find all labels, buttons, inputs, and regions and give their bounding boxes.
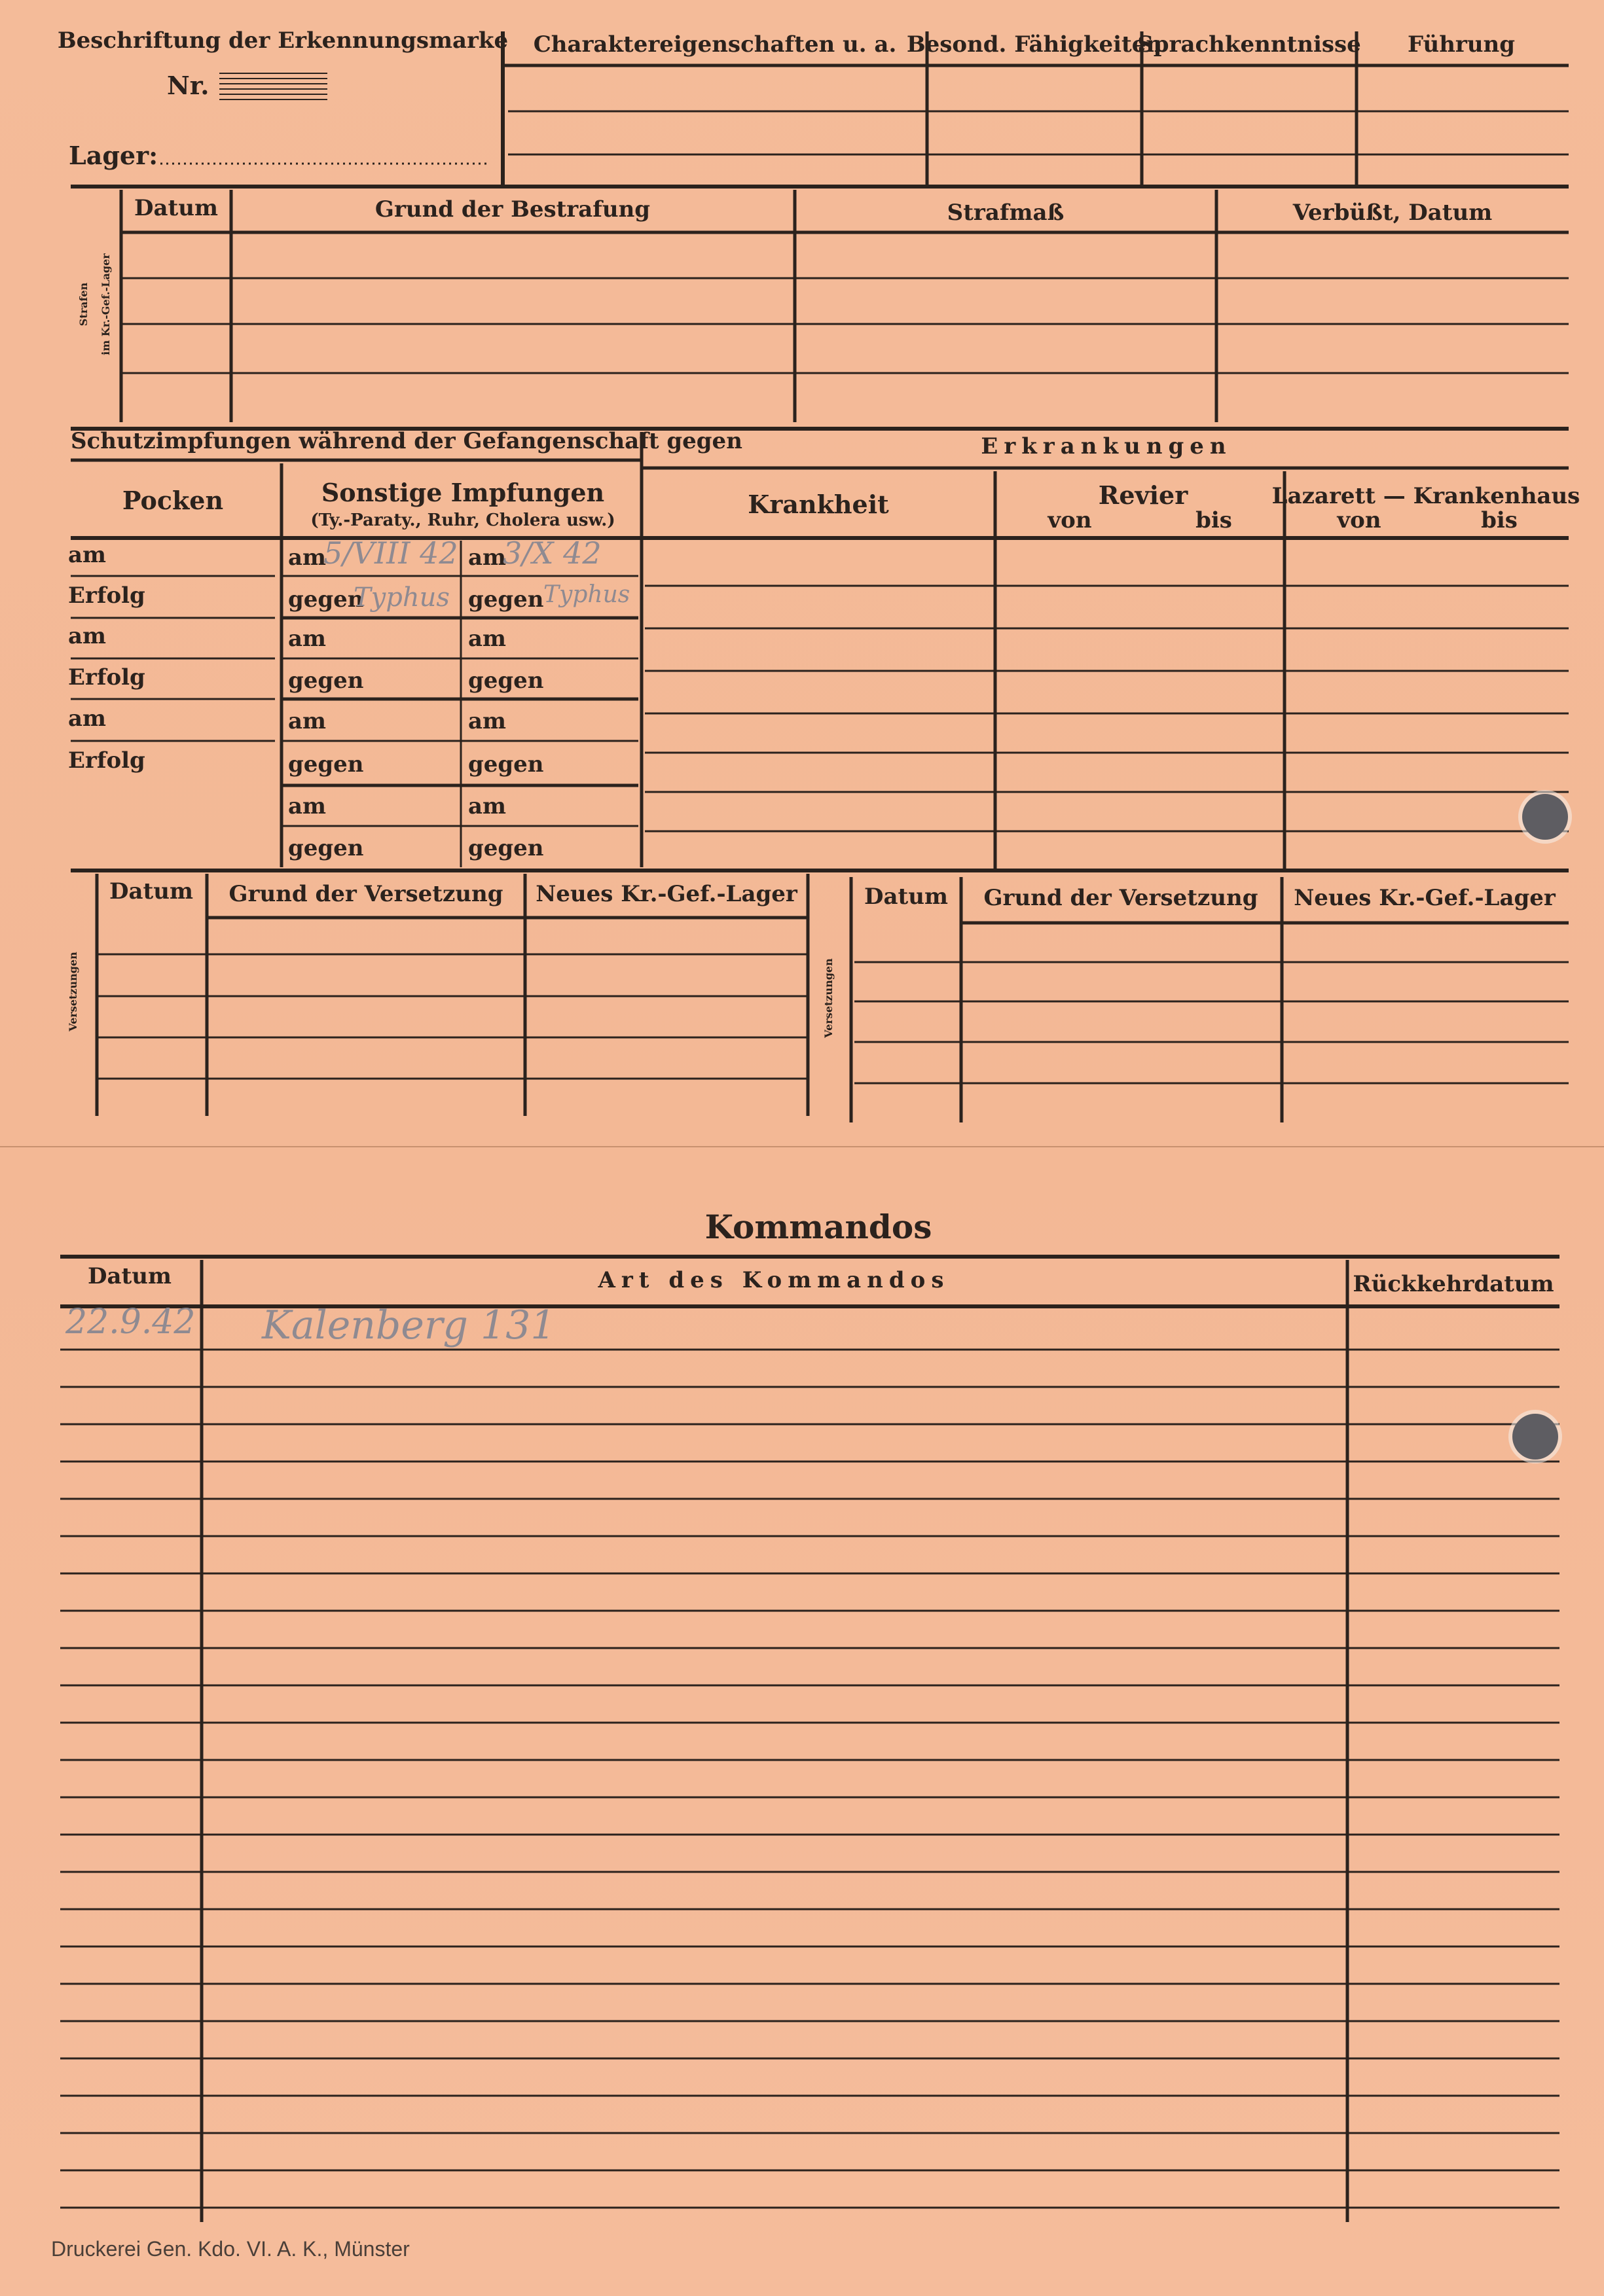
sonst-gegen-4a: gegen — [288, 835, 364, 861]
vers-right-side-label: Versetzungen — [822, 958, 835, 1038]
erk-col-krankheit: Krankheit — [748, 490, 889, 519]
hand-impf-gegen-2: Typhus — [543, 581, 630, 608]
impf-col-pocken: Pocken — [122, 486, 224, 515]
strafen-side-label — [73, 253, 117, 355]
strafen-col-verbuesst: Verbüßt, Datum — [1292, 200, 1493, 226]
nr-label: Nr. — [167, 71, 210, 100]
hand-impf-am-1: 5/VIII 42 — [323, 535, 458, 571]
col-faehigkeiten: Besond. Fähigkeiten — [906, 31, 1163, 58]
vers-left-col-datum: Datum — [109, 878, 193, 905]
sonst-gegen-1b: gegen — [468, 586, 544, 613]
col-sprachen: Sprachkenntnisse — [1137, 31, 1361, 58]
strafen-col-strafmass: Strafmaß — [947, 200, 1065, 226]
erk-col-revier: Revier — [1098, 480, 1188, 510]
kommandos-col-datum: Datum — [88, 1263, 172, 1289]
vers-left-side-label: Versetzungen — [67, 952, 79, 1031]
impfungen-title: Schutzimpfungen während der Gefangenschaft gegen — [71, 428, 742, 454]
vers-left-col-grund: Grund der Versetzung — [228, 881, 503, 907]
sonst-am-2a: am — [288, 626, 327, 652]
pocken-erfolg-3: Erfolg — [68, 747, 145, 774]
impf-col-sonstige-sub: (Ty.-Paraty., Ruhr, Cholera usw.) — [310, 511, 615, 530]
sonst-am-1b: am — [468, 545, 507, 571]
strafen-side-label-1: Strafen — [77, 282, 90, 327]
sonst-gegen-3b: gegen — [468, 751, 544, 778]
erkrankungen-title: Erkrankungen — [981, 433, 1232, 459]
pocken-am-1: am — [68, 542, 107, 568]
strafen-side-label-2: im Kr.-Gef.-Lager — [100, 253, 112, 355]
col-fuehrung: Führung — [1407, 31, 1516, 58]
sonst-am-4b: am — [468, 793, 507, 819]
punch-hole-upper — [1522, 794, 1568, 840]
kommando-entry-datum: 22.9.42 — [65, 1302, 196, 1342]
sonst-am-1a: am — [288, 545, 327, 571]
kommandos-col-rueckkehr: Rückkehrdatum — [1353, 1271, 1554, 1297]
vers-right-col-lager: Neues Kr.-Gef.-Lager — [1294, 885, 1556, 911]
erk-col-lazarett: Lazarett — Krankenhaus — [1271, 483, 1580, 509]
sonst-gegen-3a: gegen — [288, 751, 364, 778]
printer-imprint: Druckerei Gen. Kdo. VI. A. K., Münster — [51, 2237, 410, 2261]
marke-title: Beschriftung der Erkennungsmarke — [57, 27, 509, 54]
sonst-am-2b: am — [468, 626, 507, 652]
punch-hole-lower — [1512, 1414, 1558, 1460]
erk-revier-bis: bis — [1195, 507, 1232, 533]
sonst-gegen-2b: gegen — [468, 668, 544, 694]
col-charakter: Charaktereigenschaften u. a. — [533, 31, 897, 58]
kommandos-col-art: Art des Kommandos — [598, 1267, 950, 1293]
pocken-erfolg-1: Erfolg — [68, 583, 145, 609]
kommando-entry-art: Kalenberg 131 — [262, 1302, 556, 1348]
vers-left-col-lager: Neues Kr.-Gef.-Lager — [536, 881, 797, 907]
erk-revier-von: von — [1048, 507, 1092, 533]
vers-right-col-grund: Grund der Versetzung — [983, 885, 1258, 911]
sonst-gegen-2a: gegen — [288, 668, 364, 694]
hand-impf-am-2: 3/X 42 — [503, 535, 602, 571]
lager-label: Lager: — [69, 141, 158, 170]
impf-col-sonstige: Sonstige Impfungen — [321, 478, 605, 507]
sonst-gegen-4b: gegen — [468, 835, 544, 861]
strafen-col-grund: Grund der Bestrafung — [374, 196, 651, 223]
pocken-am-2: am — [68, 623, 107, 649]
erk-lazarett-von: von — [1337, 507, 1381, 533]
sonst-am-3b: am — [468, 708, 507, 734]
pocken-erfolg-2: Erfolg — [68, 664, 145, 691]
sonst-am-3a: am — [288, 708, 327, 734]
kommandos-title: Kommandos — [704, 1208, 932, 1246]
strafen-col-datum: Datum — [134, 195, 218, 221]
sonst-gegen-1a: gegen — [288, 586, 364, 613]
erk-lazarett-bis: bis — [1481, 507, 1518, 533]
sonst-am-4a: am — [288, 793, 327, 819]
hand-impf-gegen-1: Typhus — [354, 583, 450, 613]
pocken-am-3: am — [68, 706, 107, 732]
vers-right-col-datum: Datum — [864, 884, 948, 910]
